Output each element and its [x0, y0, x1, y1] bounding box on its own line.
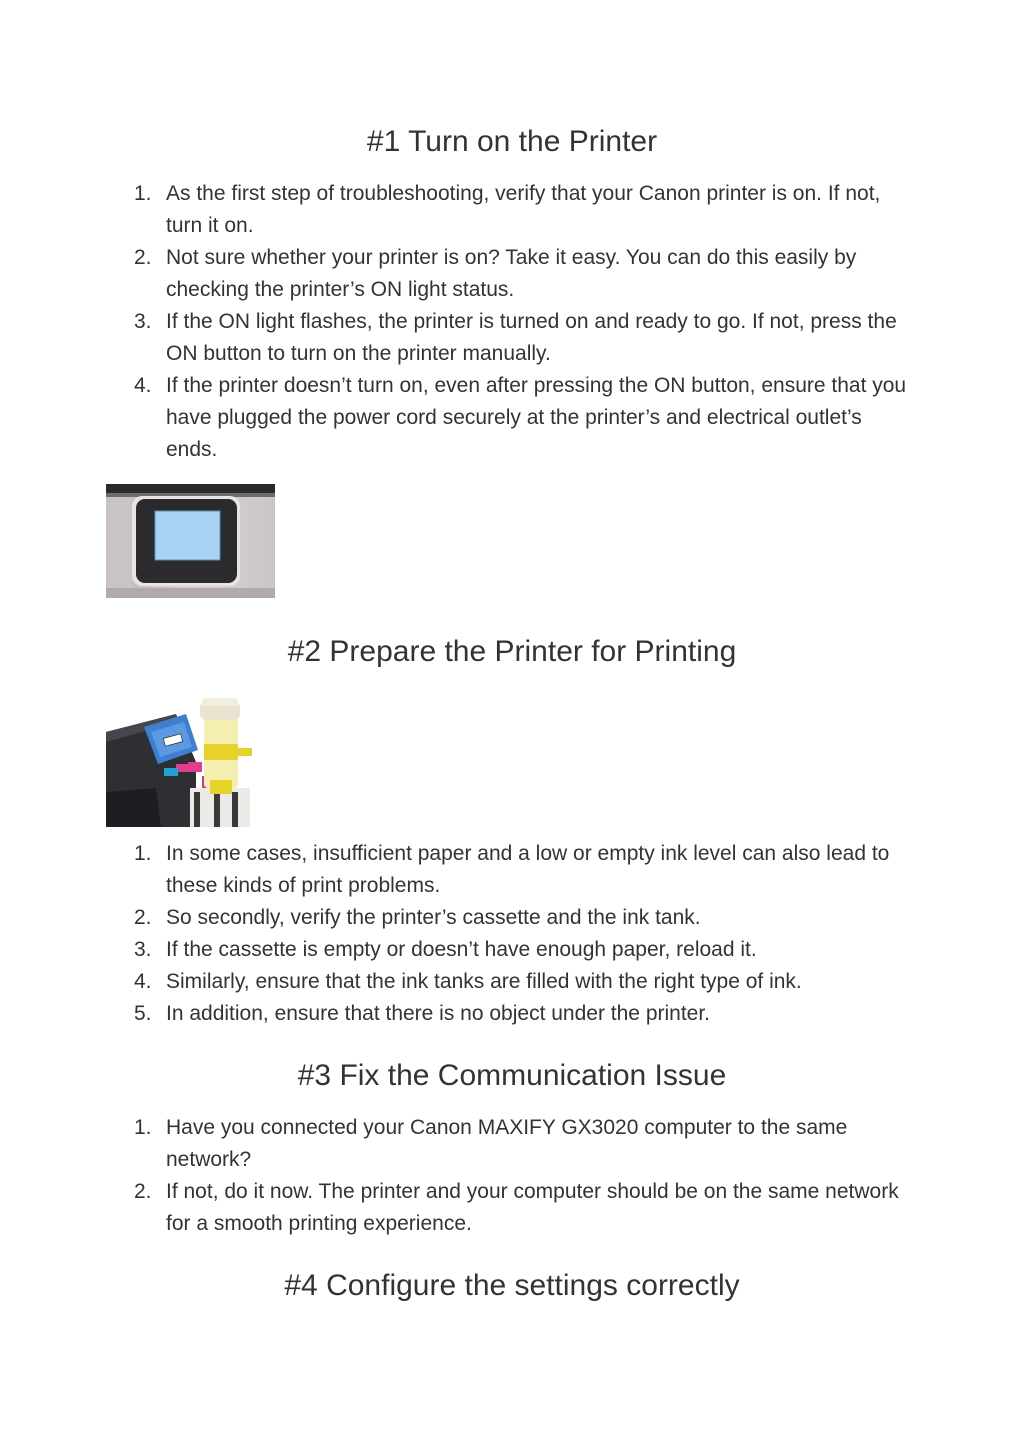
list-item-text: Not sure whether your printer is on? Take it easy. You can do this easily by checking the printer’s ON light status.	[166, 246, 857, 301]
list-item	[106, 1176, 918, 1240]
list-item	[106, 1112, 918, 1176]
section-1-list	[106, 178, 918, 466]
section-2-heading: #2 Prepare the Printer for Printing	[287, 635, 737, 668]
list-item	[106, 178, 918, 242]
list-item	[106, 370, 918, 466]
list-item-number: 4.	[134, 970, 152, 993]
list-item-number: 1.	[134, 842, 152, 865]
section-4-heading: #4 Configure the settings correctly	[284, 1269, 740, 1302]
printer-power-panel-image	[106, 484, 275, 598]
list-item	[106, 998, 918, 1030]
list-item-number: 2.	[134, 1180, 152, 1203]
section-1-heading: #1 Turn on the Printer	[366, 125, 658, 158]
list-item-number: 3.	[134, 938, 152, 961]
list-item-text: If the ON light flashes, the printer is turned on and ready to go. If not, press the ON button to turn on the printer manually.	[166, 310, 897, 365]
list-item-text: As the first step of troubleshooting, verify that your Canon printer is on. If not, turn it on.	[166, 182, 881, 237]
section-2-list	[106, 838, 918, 1030]
list-item-text: In some cases, insufficient paper and a low or empty ink level can also lead to these kinds of print problems.	[166, 842, 890, 897]
ink-tank-image	[106, 692, 271, 827]
list-item-text: If the cassette is empty or doesn’t have enough paper, reload it.	[166, 938, 757, 961]
list-item	[106, 306, 918, 370]
list-item-text: In addition, ensure that there is no object under the printer.	[166, 1002, 711, 1025]
list-item	[106, 966, 918, 998]
list-item-number: 1.	[134, 182, 152, 205]
list-item-text: If not, do it now. The printer and your computer should be on the same network for a smooth printing experience.	[166, 1180, 899, 1235]
list-item-text: Similarly, ensure that the ink tanks are filled with the right type of ink.	[166, 970, 802, 993]
list-item-number: 3.	[134, 310, 152, 333]
list-item-number: 4.	[134, 374, 152, 397]
list-item-number: 1.	[134, 1116, 152, 1139]
list-item-number: 5.	[134, 1002, 152, 1025]
list-item-number: 2.	[134, 246, 152, 269]
list-item-text: If the printer doesn’t turn on, even after pressing the ON button, ensure that you have plugged the power cord securely at the printer’s and electrical outlet’s ends.	[166, 374, 907, 461]
list-item-number: 2.	[134, 906, 152, 929]
list-item-text: Have you connected your Canon MAXIFY GX3020 computer to the same network?	[166, 1116, 848, 1171]
list-item	[106, 934, 918, 966]
list-item-text: So secondly, verify the printer’s cassette and the ink tank.	[166, 906, 701, 929]
list-item	[106, 902, 918, 934]
list-item	[106, 838, 918, 902]
section-3-list	[106, 1112, 918, 1240]
list-item	[106, 242, 918, 306]
section-3-heading: #3 Fix the Communication Issue	[297, 1059, 727, 1092]
